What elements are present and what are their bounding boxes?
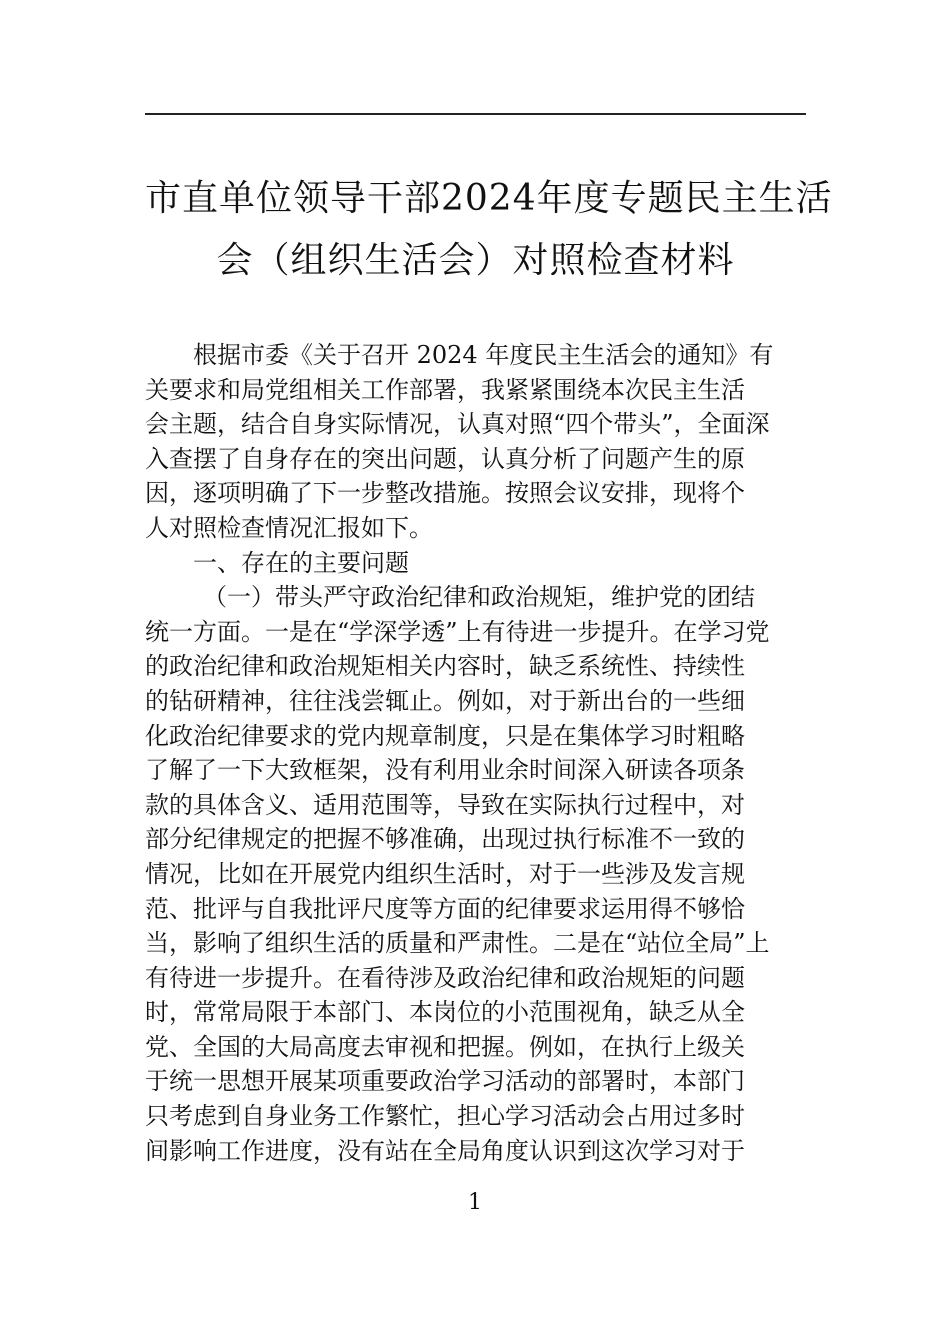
paragraph-line: 党、全国的大局高度去审视和把握。例如，在执行上级关 (145, 1032, 745, 1061)
section-heading: 一、存在的主要问题 (193, 548, 409, 577)
paragraph-line: 会主题，结合自身实际情况，认真对照“四个带头”，全面深 (145, 410, 770, 439)
paragraph-line: 情况，比如在开展党内组织生活时，对于一些涉及发言规 (145, 859, 745, 888)
page-number: 1 (468, 1190, 482, 1215)
paragraph-line: 于统一思想开展某项重要政治学习活动的部署时，本部门 (145, 1067, 745, 1096)
title-line-2: 会（组织生活会）对照检查材料 (216, 240, 735, 281)
subsection-heading-line: （一）带头严守政治纪律和政治规矩，维护党的团结 (203, 583, 755, 612)
paragraph-line: 的钻研精神，往往浅尝辄止。例如，对于新出台的一些细 (145, 686, 745, 715)
paragraph-line: 有待进一步提升。在看待涉及政治纪律和政治规矩的问题 (145, 963, 745, 992)
header-rule (145, 113, 806, 115)
paragraph-line: 因，逐项明确了下一步整改措施。按照会议安排，现将个 (145, 479, 745, 508)
document-body (145, 338, 806, 1168)
paragraph-line: 入查摆了自身存在的突出问题，认真分析了问题产生的原 (145, 444, 745, 473)
paragraph-line: 统一方面。一是在“学深学透”上有待进一步提升。在学习党 (145, 617, 770, 646)
paragraph-line: 的政治纪律和政治规矩相关内容时，缺乏系统性、持续性 (145, 652, 745, 681)
paragraph-line: 了解了一下大致框架，没有利用业余时间深入研读各项条 (145, 756, 745, 785)
paragraph-line: 关要求和局党组相关工作部署，我紧紧围绕本次民主生活 (145, 375, 745, 404)
paragraph-line: 款的具体含义、适用范围等，导致在实际执行过程中，对 (145, 790, 745, 819)
document-title (145, 168, 833, 292)
paragraph-intro-line: 根据市委《关于召开 2024 年度民主生活会的通知》有 (193, 341, 774, 369)
paragraph-line: 间影响工作进度，没有站在全局角度认识到这次学习对于 (145, 1136, 745, 1165)
title-line-1: 市直单位领导干部2024年度专题民主生活 (145, 178, 833, 219)
paragraph-line: 范、批评与自我批评尺度等方面的纪律要求运用得不够恰 (145, 894, 745, 923)
paragraph-line: 部分纪律规定的把握不够准确，出现过执行标准不一致的 (145, 825, 745, 854)
paragraph-line: 当，影响了组织生活的质量和严肃性。二是在“站位全局”上 (145, 929, 770, 958)
paragraph-line: 只考虑到自身业务工作繁忙，担心学习活动会占用过多时 (145, 1102, 745, 1131)
paragraph-line: 化政治纪律要求的党内规章制度，只是在集体学习时粗略 (145, 721, 745, 750)
paragraph-line: 时，常常局限于本部门、本岗位的小范围视角，缺乏从全 (145, 998, 745, 1027)
paragraph-line: 人对照检查情况汇报如下。 (145, 513, 433, 542)
